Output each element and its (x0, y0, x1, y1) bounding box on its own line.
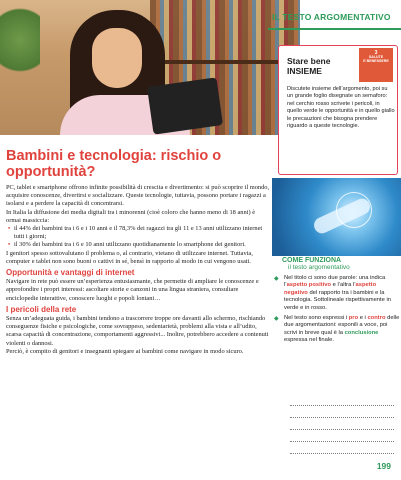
stare-bene-text: Discutete insieme dell’argomento, poi su un grande foglio disegnate un semaforo: nel cerchio rosso scrivete i pericoli, in quello verde le opportunità e in quello giallo le precauzioni che bisogna prendere riguardo a queste tecnologie. (287, 86, 395, 130)
list-item: • il 44% dei bambini tra i 6 e i 10 anni e il 78,3% dei ragazzi tra gli 11 e 13 anni utilizzano internet tutti i giorni; (14, 225, 271, 241)
item2-text-c: e i (358, 315, 368, 322)
sdg-line1: SALUTE (368, 55, 384, 60)
sdg-badge (359, 48, 393, 82)
header-photo (0, 0, 300, 135)
tablet-image (147, 77, 223, 134)
robot-hand-image (272, 178, 401, 256)
answer-line[interactable] (290, 394, 394, 406)
item1-negative: aspetto negativo (284, 282, 377, 296)
list-item: • il 30% dei bambini tra i 6 e 10 anni utilizzano quotidianamente lo smartphone dei genitori. (14, 241, 271, 249)
section-header-rule (268, 28, 401, 30)
intro-paragraph: PC, tablet e smartphone offrono infinite possibilità di crescita e divertimento: si può scoprire il mondo, acquisire conoscenze, divertirsi e socializzare. Queste tecnologie, tuttavia, possono portare i ragazzi a isolarsi e a perdere la capacità di concentrarsi. (6, 184, 270, 208)
heading-opportunita: Opportunità e vantaggi di internet (6, 268, 135, 278)
section-header-label: IL TESTO ARGOMENTATIVO (272, 12, 391, 22)
item1-text-c: e l’altra l’ (331, 282, 356, 289)
item2-pro: pro (348, 315, 359, 322)
answer-line[interactable] (290, 430, 394, 442)
stare-bene-box (278, 45, 398, 175)
answer-line[interactable] (290, 442, 394, 454)
diamond-bullet-icon: ◆ (274, 316, 279, 323)
stats-list (6, 225, 271, 250)
come-funziona-box (270, 257, 401, 348)
paragraph-2: I genitori spesso sottovalutano il problema o, al contrario, vietano di utilizzare internet. Tuttavia, computer e tablet non sono buoni o cattivi in sé, bensì in rapporto al modo in cui vengono usati. (6, 249, 253, 265)
item1-text-e: del rapporto tra i bambini e la tecnologia. Sottolineale rispettivamente in verde e in rosso. (284, 289, 391, 311)
article-title: Bambini e tecnologia: rischio o opportunità? (6, 148, 222, 180)
sdg-line2: E BENESSERE (363, 59, 389, 64)
answer-line[interactable] (290, 418, 394, 430)
hologram-ring (336, 192, 372, 228)
item1-text-a: Nel titolo ci sono due parole: una indica l’ (284, 275, 386, 289)
come-funziona-title: COME FUNZIONA (282, 257, 342, 264)
item1-positive: aspetto positivo (286, 282, 332, 289)
stare-bene-title-line1: Stare bene (287, 56, 331, 66)
section-header (268, 8, 401, 30)
paragraph-3: Navigare in rete può essere un’esperienza entusiasmante, che permette di ampliare le conoscenze e approfondire i propri interessi: ascoltare storie e canzoni in una lingua straniera, consultare enciclopedie interattive, conoscere luoghi e popoli lontani… (6, 278, 259, 302)
girl-face (92, 28, 142, 88)
sdg-number: 3 (374, 50, 378, 56)
stats-intro: In Italia la diffusione dei media digitali tra i minorenni (cioè coloro che hanno meno di 18 anni) è ormai massiccia: (6, 208, 256, 224)
answer-lines[interactable] (290, 394, 394, 454)
plant-image (0, 0, 40, 135)
item2-text-e: delle due argomentazioni: esponili a voce, poi scrivi in breve qual è la (284, 315, 400, 336)
stare-bene-title-line2: INSIEME (287, 66, 322, 76)
article-body (6, 184, 271, 356)
diamond-bullet-icon: ◆ (274, 276, 279, 282)
come-funziona-item-2 (270, 315, 401, 345)
stare-bene-title (287, 56, 347, 76)
item2-text-a: Nel testo sono espressi i (284, 315, 349, 322)
page-number: 199 (376, 461, 391, 471)
paragraph-5: Perciò, è compito di genitori e insegnanti spiegare ai bambini come navigare in modo sicuro. (6, 347, 244, 355)
item2-conclusione: conclusione (344, 329, 379, 336)
heading-pericoli: I pericoli della rete (6, 304, 77, 314)
item2-contro: contro (367, 315, 386, 322)
paragraph-4: Senza un’adeguata guida, i bambini tendono a trascorrere troppe ore davanti allo schermo, rischiando conseguenze fisiche e psicologiche, come sovrappeso, sedentarietà, problemi alla vista e all’udito, scarsa capacità di concentrazione, comportamenti aggressivi... Inoltre, potrebbero accedere a contenuti violenti o dannosi. (6, 315, 269, 347)
item2-text-g: espressa nel finale. (284, 337, 334, 344)
come-funziona-subtitle: il testo argomentativo (288, 264, 350, 271)
answer-line[interactable] (290, 406, 394, 418)
come-funziona-item-1 (270, 275, 401, 312)
